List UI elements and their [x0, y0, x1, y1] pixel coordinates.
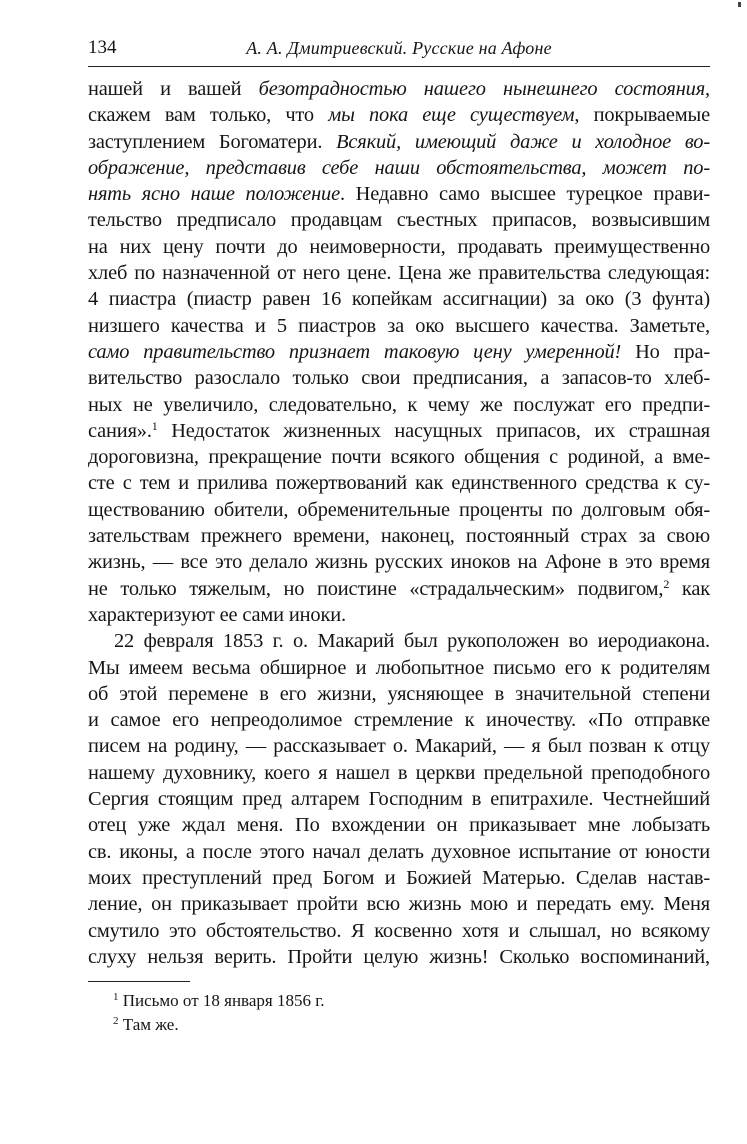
text-line: не только тяжелым, но поистине «страдальческим» подвигом,$^2$ как — [88, 576, 710, 600]
text-line: характеризуют ее сами иноки. — [88, 603, 346, 626]
text-line: вительство разослало только свои предписания, а запасов-то хлеб- — [88, 367, 710, 390]
text-line: ображение, представив себе наши обстоятельства, может по- — [88, 156, 710, 179]
text-line: об этой перемене в его жизни, уясняющее в значительной степени — [88, 682, 710, 705]
text-line: само правительство признает таковую цену умеренной! Но пра- — [88, 340, 710, 363]
text-line: Мы имеем весьма обширное и любопытное письмо его к родителям — [88, 656, 710, 679]
text-line: тельство предписало продавцам съестных припасов, возвысившим — [88, 209, 710, 232]
text-line: на них цену почти до неимоверности, продавать преимущественно — [88, 235, 710, 258]
text-line: нашему духовнику, коего я нашел в церкви предельной преподобного — [88, 761, 710, 784]
text-line: Сергия стоящим пред алтарем Господним в епитрахиле. Честнейший — [88, 788, 710, 811]
footnote-ref-2: 2 — [663, 576, 670, 591]
text-line: жизнь, — все это делало жизнь русских иноков на Афоне в это время — [88, 551, 710, 574]
text-line: 22 февраля 1853 г. о. Макарий был рукоположен во иеродиакона. — [114, 630, 710, 653]
footnotes — [113, 989, 673, 1037]
text-line: слуху нельзя верить. Пройти целую жизнь! Сколько воспоминаний, — [88, 945, 710, 968]
text-line: 4 пиастра (пиастр равен 16 копейкам ассигнации) за око (3 фунта) — [88, 288, 710, 311]
text-line: св. иконы, а после этого начал делать духовное испытание от юности — [88, 840, 710, 863]
text-line: заступлением Богоматери. Всякий, имеющий даже и холодное во- — [88, 130, 710, 153]
text-line: скажем вам только, что мы пока еще существуем, покрываемые — [88, 104, 710, 127]
page-header — [88, 36, 710, 62]
text-line: сте с тем и прилива пожертвований как единственного средства к су- — [88, 472, 710, 495]
footnote-2: $^2$ Там же. — [113, 1015, 179, 1034]
text-line: ных не увеличило, следовательно, к чему же послужат его предпи- — [88, 393, 710, 416]
text-line: писем на родину, — рассказывает о. Макарий, — я был позван к отцу — [88, 735, 710, 758]
footnote-divider — [88, 981, 190, 982]
body-text — [88, 76, 710, 970]
text-line: нять ясно наше положение. Недавно само высшее турецкое прави- — [88, 183, 710, 206]
text-line: сания».$^1$ Недостаток жизненных насущных припасов, их страшная — [88, 418, 710, 442]
text-line: ление, он приказывает пройти всю жизнь мою и передать ему. Меня — [88, 893, 710, 916]
header-divider — [88, 66, 710, 67]
running-title: А. А. Дмитриевский. Русские на Афоне — [246, 38, 552, 58]
text-line: нашей и вашей безотрадностью нашего нынешнего состояния, — [88, 78, 710, 100]
text-line: дороговизна, прекращение почти всякого общения с родиной, а вме- — [88, 446, 710, 469]
text-line: хлеб по назначенной от него цене. Цена же правительства следующая: — [88, 262, 710, 285]
text-line: низшего качества и 5 пиастров за око высшего качества. Заметьте, — [88, 314, 710, 337]
text-line: моих преступлений пред Богом и Божией Матерью. Сделав настав- — [88, 866, 710, 889]
text-line: ществованию обители, обременительные проценты по долговым обя- — [88, 498, 710, 521]
text-line: смутило это обстоятельство. Я косвенно хотя и слышал, но всякому — [88, 919, 710, 942]
text-line: отец уже ждал меня. По вхождении он приказывает мне лобызать — [88, 814, 710, 837]
page-corner-mark — [738, 2, 741, 7]
text-line: и самое его непреодолимое стремление к иночеству. «По отправке — [88, 709, 710, 732]
text-line: зательствам прежнего времени, наконец, постоянный страх за свою — [88, 525, 710, 548]
page-number: 134 — [88, 37, 117, 58]
footnote-1: $^1$ Письмо от 18 января 1856 г. — [113, 991, 325, 1010]
footnote-ref-1: 1 — [151, 418, 158, 433]
